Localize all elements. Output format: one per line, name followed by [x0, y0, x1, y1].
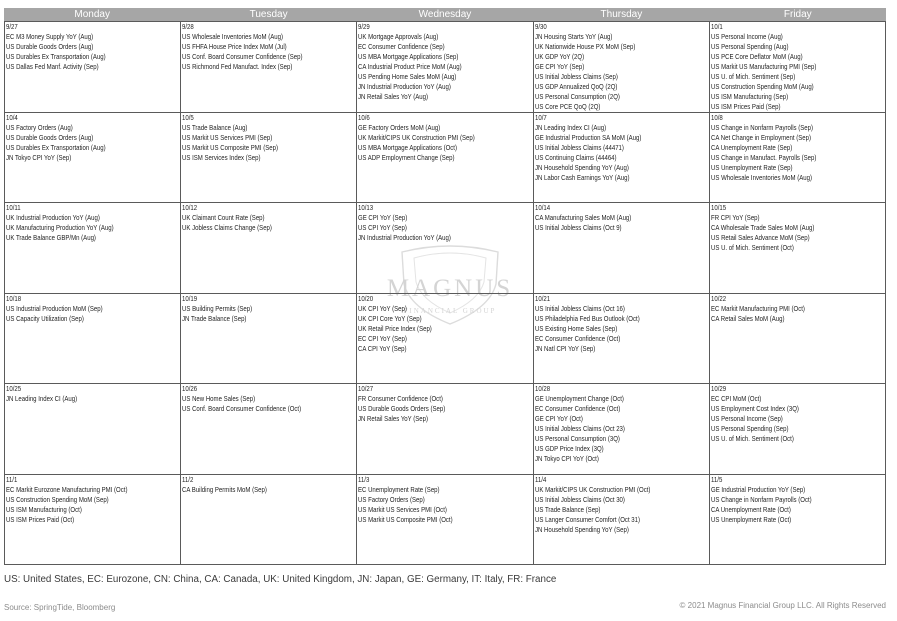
economic-event: EC CPI YoY (Sep): [358, 333, 408, 343]
economic-event: EC Unemployment Rate (Sep): [358, 484, 440, 494]
day-cell-10-6: [357, 113, 533, 204]
economic-event: US Change in Nonfarm Payrolls (Oct): [710, 494, 812, 504]
economic-event: CA Building Permits MoM (Sep): [182, 484, 268, 494]
economic-event: CA Net Change in Employment (Sep): [710, 132, 811, 142]
economic-event: JN Natl CPI YoY (Sep): [534, 343, 595, 353]
day-cell-11-1: [5, 475, 181, 566]
economic-event: EC CPI MoM (Oct): [710, 394, 762, 403]
day-cell-10-18: [5, 294, 181, 385]
economic-event: EC Consumer Confidence (Oct): [534, 404, 620, 413]
copyright-notice: © 2021 Magnus Financial Group LLC. All Rights Reserved: [679, 601, 886, 610]
country-legend: US: United States, EC: Eurozone, CN: China, CA: Canada, UK: United Kingdom, JN: Japan, GE: Germany, IT: Italy, FR: France: [4, 574, 557, 585]
economic-event: GE Unemployment Change (Oct): [534, 394, 624, 403]
day-date: 10/7: [534, 112, 547, 122]
economic-event: US Personal Spending (Sep): [710, 424, 789, 433]
day-cell-10-25: [5, 384, 181, 475]
source-note: Source: SpringTide, Bloomberg: [4, 603, 116, 612]
economic-event: US ISM Prices Paid (Oct): [6, 514, 75, 524]
day-cell-10-21: [534, 294, 710, 385]
economic-event: US ISM Manufacturing (Sep): [710, 92, 788, 101]
economic-event: CA Unemployment Rate (Sep): [710, 142, 793, 152]
economic-event: US Construction Spending MoM (Sep): [6, 494, 109, 504]
day-date: 10/29: [710, 384, 726, 393]
economic-event: UK Jobless Claims Change (Sep): [182, 223, 273, 232]
day-date: 9/28: [182, 22, 194, 31]
economic-event: US Employment Cost Index (3Q): [710, 404, 799, 413]
day-cell-9-29: [357, 22, 533, 113]
economic-event: UK Trade Balance GBP/Mn (Aug): [6, 233, 96, 242]
economic-event: EC Consumer Confidence (Oct): [534, 333, 620, 343]
day-cell-10-5: [181, 113, 357, 204]
economic-event: US Conf. Board Consumer Confidence (Sep): [182, 52, 303, 61]
economic-event: JN Labor Cash Earnings YoY (Aug): [534, 172, 630, 182]
economic-event: US ISM Prices Paid (Sep): [710, 102, 781, 111]
economic-event: UK Claimant Count Rate (Sep): [182, 213, 265, 222]
economic-event: US New Home Sales (Sep): [182, 394, 256, 403]
economic-event: US Initial Jobless Claims (Oct 23): [534, 424, 625, 433]
economic-event: US GDP Annualized QoQ (2Q): [534, 82, 618, 91]
economic-event: EC Markit Eurozone Manufacturing PMI (Oct): [6, 484, 128, 494]
day-cell-11-3: [357, 475, 533, 566]
economic-event: US Markit US Composite PMI (Sep): [182, 142, 279, 152]
economic-event: JN Household Spending YoY (Sep): [534, 524, 629, 534]
day-cell-10-28: [534, 384, 710, 475]
economic-event: US Pending Home Sales MoM (Aug): [358, 72, 457, 81]
economic-event: US CPI YoY (Sep): [358, 223, 408, 232]
economic-event: US Factory Orders (Aug): [6, 122, 73, 132]
day-cell-10-22: [710, 294, 886, 385]
economic-event: US U. of Mich. Sentiment (Sep): [710, 72, 796, 81]
economic-event: US Factory Orders (Sep): [358, 494, 426, 504]
economic-event: US Durables Ex Transportation (Aug): [6, 52, 106, 61]
economic-event: JN Leading Index CI (Aug): [534, 122, 606, 132]
economic-event: GE Factory Orders MoM (Aug): [358, 122, 441, 132]
economic-event: JN Tokyo CPI YoY (Sep): [6, 152, 72, 162]
economic-event: JN Industrial Production YoY (Aug): [358, 82, 452, 91]
economic-event: JN Retail Sales YoY (Aug): [358, 92, 429, 101]
day-date: 11/4: [534, 474, 546, 484]
economic-event: GE Industrial Production YoY (Sep): [710, 484, 805, 494]
day-cell-10-27: [357, 384, 533, 475]
day-date: 10/18: [6, 293, 22, 303]
day-date: 10/19: [182, 293, 198, 303]
economic-event: JN Household Spending YoY (Aug): [534, 162, 629, 172]
economic-event: US Initial Jobless Claims (Oct 16): [534, 303, 625, 313]
economic-event: US Durable Goods Orders (Sep): [358, 404, 446, 413]
day-date: 10/4: [6, 112, 18, 122]
economic-calendar-grid: [4, 21, 886, 565]
economic-event: JN Trade Balance (Sep): [182, 313, 247, 323]
economic-event: UK CPI Core YoY (Sep): [358, 313, 423, 323]
day-date: 10/11: [6, 203, 21, 212]
weekday-header: [4, 8, 886, 21]
economic-event: US Unemployment Rate (Sep): [710, 162, 793, 172]
day-date: 10/25: [6, 384, 22, 393]
economic-event: CA Industrial Product Price MoM (Aug): [358, 62, 463, 71]
day-cell-10-15: [710, 203, 886, 294]
economic-event: US Retail Sales Advance MoM (Sep): [710, 233, 810, 242]
day-cell-10-4: [5, 113, 181, 204]
economic-event: US Dallas Fed Manf. Activity (Sep): [6, 62, 99, 71]
economic-event: US MBA Mortgage Applications (Oct): [358, 142, 458, 152]
economic-event: US ISM Services Index (Sep): [182, 152, 261, 162]
economic-event: US Markit US Manufacturing PMI (Sep): [710, 62, 817, 71]
economic-event: US Personal Consumption (2Q): [534, 92, 620, 101]
day-cell-10-19: [181, 294, 357, 385]
day-cell-9-28: [181, 22, 357, 113]
day-date: 10/22: [710, 293, 726, 303]
economic-event: JN Industrial Production YoY (Aug): [358, 233, 452, 242]
economic-event: US Wholesale Inventories MoM (Aug): [710, 172, 812, 182]
day-cell-11-2: [181, 475, 357, 566]
economic-event: US Markit US Composite PMI (Oct): [358, 514, 453, 524]
economic-event: US Existing Home Sales (Sep): [534, 323, 617, 333]
economic-event: CA Unemployment Rate (Oct): [710, 504, 791, 514]
day-date: 9/30: [534, 22, 547, 31]
economic-event: US Durable Goods Orders (Aug): [6, 132, 94, 142]
economic-event: US Building Permits (Sep): [182, 303, 253, 313]
economic-event: US MBA Mortgage Applications (Sep): [358, 52, 459, 61]
economic-event: CA Manufacturing Sales MoM (Aug): [534, 213, 631, 222]
economic-event: US Markit US Services PMI (Oct): [358, 504, 448, 514]
economic-event: GE Industrial Production SA MoM (Aug): [534, 132, 641, 142]
day-cell-11-4: [534, 475, 710, 566]
day-date: 10/5: [182, 112, 194, 122]
day-date: 10/14: [534, 203, 550, 212]
header-monday: Monday: [74, 9, 110, 20]
economic-event: UK GDP YoY (2Q): [534, 52, 584, 61]
economic-event: CA CPI YoY (Sep): [358, 343, 407, 353]
watermark-subtitle: FINANCIAL GROUP: [403, 307, 497, 315]
economic-event: US Philadelphia Fed Bus Outlook (Oct): [534, 313, 640, 323]
economic-event: US ADP Employment Change (Sep): [358, 152, 455, 162]
day-date: 10/26: [182, 384, 198, 393]
economic-event: EC Markit Manufacturing PMI (Oct): [710, 303, 805, 313]
economic-event: US Markit US Services PMI (Sep): [182, 132, 273, 142]
day-cell-10-29: [710, 384, 886, 475]
economic-event: GE CPI YoY (Oct): [534, 414, 583, 423]
day-date: 10/1: [710, 22, 723, 31]
economic-event: US Personal Income (Sep): [710, 414, 783, 423]
economic-event: UK Mortgage Approvals (Aug): [358, 32, 439, 41]
economic-event: UK Nationwide House PX MoM (Sep): [534, 42, 635, 51]
header-thursday: Thursday: [600, 9, 643, 20]
economic-event: US Richmond Fed Manufact. Index (Sep): [182, 62, 293, 71]
economic-event: JN Retail Sales YoY (Sep): [358, 414, 429, 423]
day-cell-9-30: [534, 22, 710, 113]
day-cell-10-12: [181, 203, 357, 294]
economic-event: US ISM Manufacturing (Oct): [6, 504, 82, 514]
economic-event: US Change in Nonfarm Payrolls (Sep): [710, 122, 813, 132]
economic-event: FR Consumer Confidence (Oct): [358, 394, 444, 403]
day-date: 10/20: [358, 293, 374, 303]
day-date: 10/15: [710, 203, 726, 212]
economic-event: US Initial Jobless Claims (Oct 30): [534, 494, 625, 504]
economic-event: UK Manufacturing Production YoY (Aug): [6, 223, 114, 232]
economic-event: US Durable Goods Orders (Aug): [6, 42, 94, 51]
day-date: 11/5: [710, 474, 723, 484]
economic-event: UK Markit/CIPS UK Construction PMI (Oct): [534, 484, 651, 494]
economic-event: US Wholesale Inventories MoM (Aug): [182, 32, 284, 41]
economic-event: JN Leading Index CI (Aug): [6, 394, 78, 403]
economic-event: US Initial Jobless Claims (44471): [534, 142, 624, 152]
economic-event: US Initial Jobless Claims (Sep): [534, 72, 618, 81]
day-cell-10-8: [710, 113, 886, 204]
header-wednesday: Wednesday: [418, 9, 472, 20]
economic-event: US U. of Mich. Sentiment (Oct): [710, 434, 794, 443]
economic-event: US PCE Core Deflator MoM (Aug): [710, 52, 803, 61]
economic-event: US Continuing Claims (44464): [534, 152, 617, 162]
day-date: 10/27: [358, 384, 374, 393]
economic-event: US Personal Spending (Aug): [710, 42, 789, 51]
economic-event: JN Tokyo CPI YoY (Oct): [534, 454, 599, 463]
economic-event: US Durables Ex Transportation (Aug): [6, 142, 106, 152]
day-cell-10-26: [181, 384, 357, 475]
day-date: 11/2: [182, 474, 194, 484]
economic-event: EC Consumer Confidence (Sep): [358, 42, 445, 51]
economic-event: US Construction Spending MoM (Aug): [710, 82, 814, 91]
day-date: 11/1: [6, 474, 18, 484]
economic-event: UK Markit/CIPS UK Construction PMI (Sep): [358, 132, 476, 142]
day-date: 10/8: [710, 112, 723, 122]
day-date: 9/29: [358, 22, 371, 31]
day-date: 10/6: [358, 112, 371, 122]
day-cell-10-14: [534, 203, 710, 294]
economic-event: US Conf. Board Consumer Confidence (Oct): [182, 404, 302, 413]
day-date: 10/12: [182, 203, 198, 212]
economic-event: JN Housing Starts YoY (Aug): [534, 32, 613, 41]
day-cell-10-7: [534, 113, 710, 204]
economic-event: UK Retail Price Index (Sep): [358, 323, 433, 333]
economic-event: US Trade Balance (Sep): [534, 504, 601, 514]
economic-event: US FHFA House Price Index MoM (Jul): [182, 42, 287, 51]
day-cell-10-13: [357, 203, 533, 294]
economic-event: US Industrial Production MoM (Sep): [6, 303, 103, 313]
day-date: 10/13: [358, 203, 374, 212]
economic-event: UK CPI YoY (Sep): [358, 303, 408, 313]
economic-event: US U. of Mich. Sentiment (Oct): [710, 243, 794, 252]
economic-event: UK Industrial Production YoY (Aug): [6, 213, 100, 222]
economic-event: US GDP Price Index (3Q): [534, 444, 604, 453]
economic-event: CA Retail Sales MoM (Aug): [710, 313, 785, 323]
economic-event: US Change in Manufact. Payrolls (Sep): [710, 152, 817, 162]
economic-event: US Initial Jobless Claims (Oct 9): [534, 223, 622, 232]
day-cell-11-5: [710, 475, 886, 566]
economic-event: US Personal Income (Aug): [710, 32, 783, 41]
economic-event: US Unemployment Rate (Oct): [710, 514, 791, 524]
day-date: 10/21: [534, 293, 550, 303]
economic-event: CA Wholesale Trade Sales MoM (Aug): [710, 223, 815, 232]
day-cell-10-20: [357, 294, 533, 385]
header-tuesday: Tuesday: [249, 9, 288, 20]
day-cell-10-11: [5, 203, 181, 294]
economic-event: US Personal Consumption (3Q): [534, 434, 620, 443]
day-date: 11/3: [358, 474, 370, 484]
day-cell-9-27: [5, 22, 181, 113]
economic-event: US Capacity Utilization (Sep): [6, 313, 84, 323]
economic-event: FR CPI YoY (Sep): [710, 213, 760, 222]
economic-event: EC M3 Money Supply YoY (Aug): [6, 32, 94, 41]
day-cell-10-1: [710, 22, 886, 113]
economic-event: US Core PCE QoQ (2Q): [534, 102, 601, 111]
economic-event: GE CPI YoY (Sep): [358, 213, 408, 222]
economic-event: US Trade Balance (Aug): [182, 122, 248, 132]
economic-event: GE CPI YoY (Sep): [534, 62, 584, 71]
day-date: 9/27: [6, 22, 18, 31]
economic-event: US Langer Consumer Comfort (Oct 31): [534, 514, 640, 524]
day-date: 10/28: [534, 384, 550, 393]
watermark-name: MAGNUS: [386, 275, 514, 302]
header-friday: Friday: [783, 9, 812, 20]
